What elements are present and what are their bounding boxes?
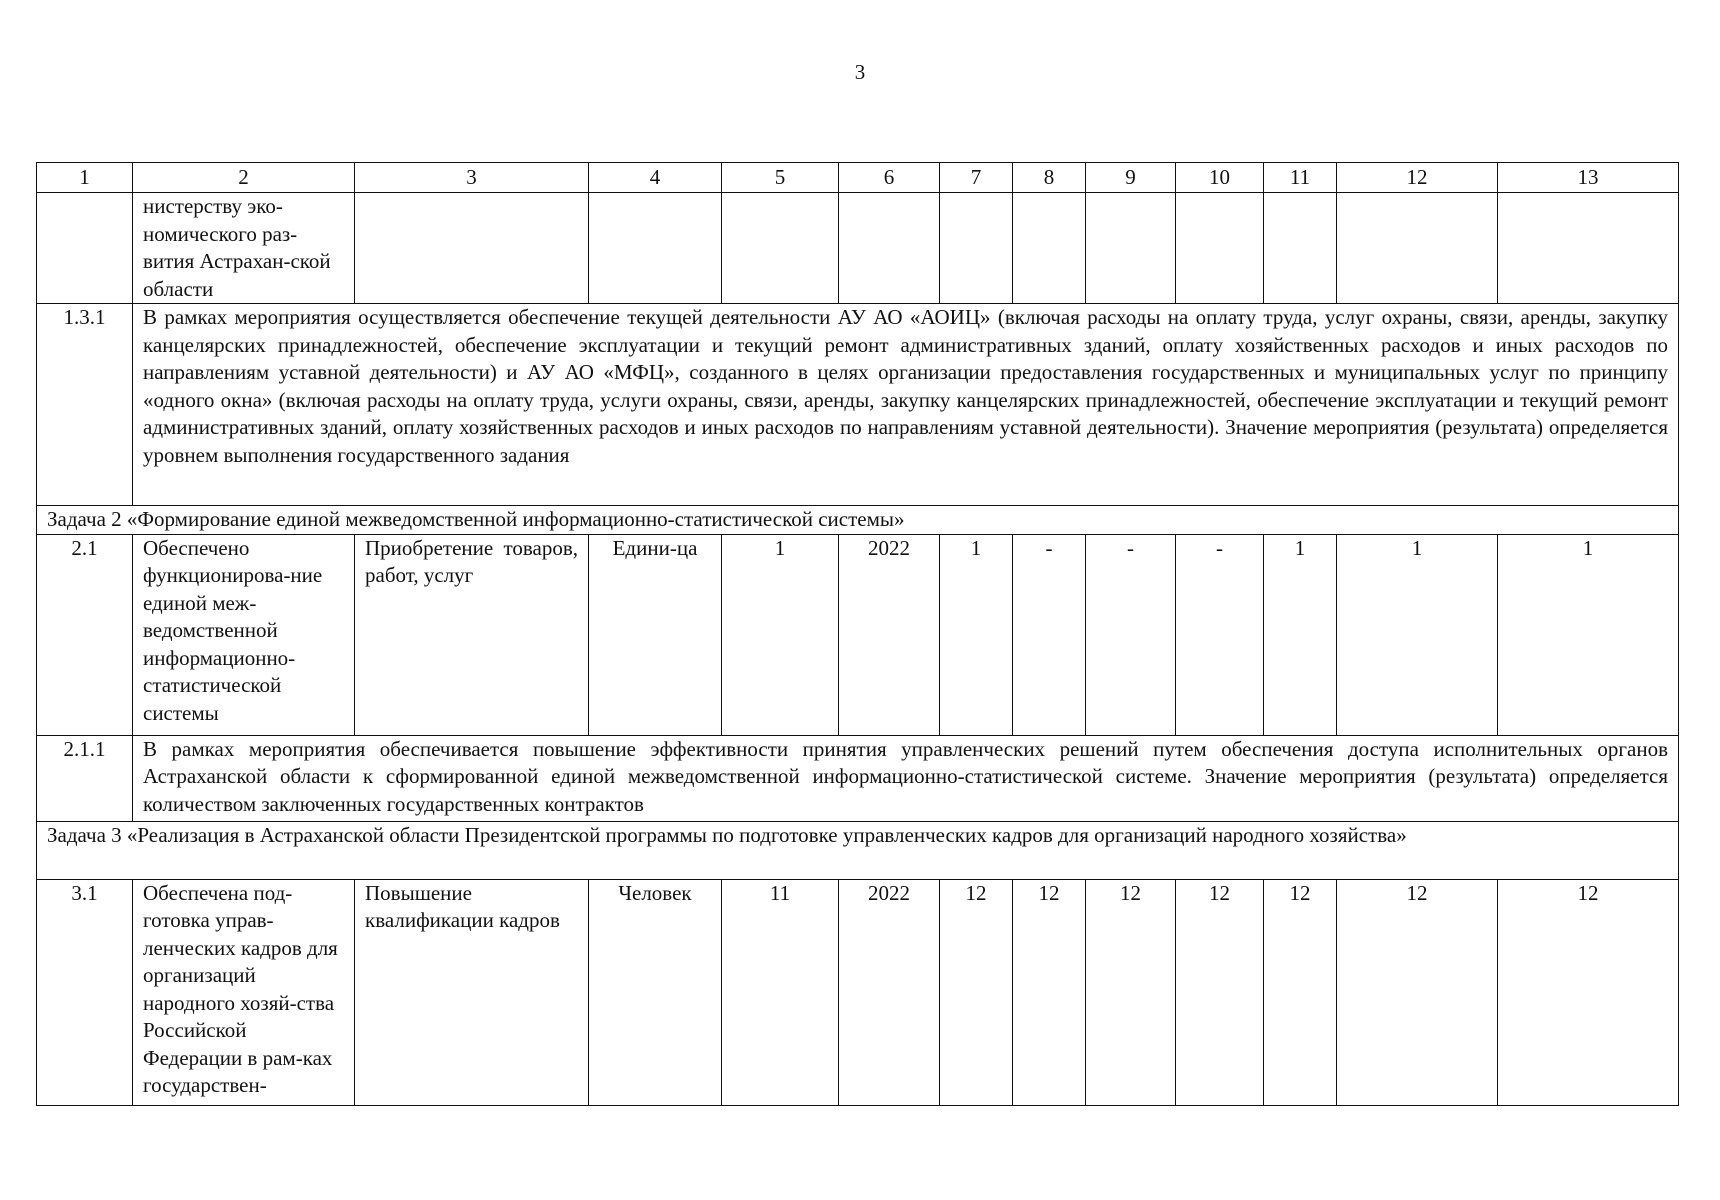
cell-description: В рамках мероприятия осуществляется обеспечение текущей деятельности АУ АО «АОИЦ» (включая расходы на оплату труда, услуг охраны, связи, аренды, закупку канцелярских принадлежностей, обеспечение эксплуатации и текущий ремонт административных зданий, оплату хозяйственных расходов и иных расходов по направлениям уставной деятельности) и АУ АО «МФЦ», созданного в целях организации предоставления государственных и муниципальных услуг по принципу «одного окна» (включая расходы на оплату труда, услуги охраны, связи, аренды, закупку канцелярских принадлежностей, обеспечение эксплуатации и текущий ремонт административных зданий, оплату хозяйственных расходов и иных расходов по направлениям уставной деятельности). Значение мероприятия (результата) определяется уровнем выполнения государственного задания	[133, 304, 1679, 506]
cell-empty	[1013, 193, 1086, 304]
cell-value: 1	[940, 534, 1013, 735]
table-row-task-3	[37, 821, 1679, 879]
cell-empty	[37, 193, 133, 304]
column-header: 9	[1086, 163, 1176, 193]
cell-empty	[1498, 193, 1679, 304]
column-number-row	[37, 163, 1679, 193]
cell-row-number: 2.1.1	[37, 735, 133, 821]
cell-value: 12	[1013, 879, 1086, 1105]
cell-name-continuation: нистерству эко-номического раз-вития Астрахан-ской области	[133, 193, 355, 304]
column-header: 6	[839, 163, 940, 193]
cell-empty	[1337, 193, 1498, 304]
cell-value: 1	[1337, 534, 1498, 735]
cell-value: 12	[1086, 879, 1176, 1105]
cell-empty	[940, 193, 1013, 304]
cell-description: В рамках мероприятия обеспечивается повышение эффективности принятия управленческих решений путем обеспечения доступа исполнительных органов Астраханской области к сформированной единой межведомственной информационно-статистической системе. Значение мероприятия (результата) определяется количеством заключенных государственных контрактов	[133, 735, 1679, 821]
column-header: 4	[589, 163, 722, 193]
cell-empty	[1264, 193, 1337, 304]
cell-row-number: 3.1	[37, 879, 133, 1105]
cell-unit: Человек	[589, 879, 722, 1105]
column-header: 12	[1337, 163, 1498, 193]
column-header: 11	[1264, 163, 1337, 193]
column-header: 8	[1013, 163, 1086, 193]
cell-value: 12	[1337, 879, 1498, 1105]
cell-value: 12	[1176, 879, 1264, 1105]
cell-indicator-name: Обеспечено функционирова-ние единой меж-ведомственной информационно-статистической системы	[133, 534, 355, 735]
column-header: 5	[722, 163, 839, 193]
cell-empty	[1176, 193, 1264, 304]
cell-value: -	[1176, 534, 1264, 735]
cell-value: 2022	[839, 534, 940, 735]
cell-unit: Едини-ца	[589, 534, 722, 735]
page-number: 3	[854, 60, 866, 84]
cell-value: 12	[1264, 879, 1337, 1105]
cell-row-number: 1.3.1	[37, 304, 133, 506]
cell-value: 11	[722, 879, 839, 1105]
column-header: 7	[940, 163, 1013, 193]
cell-value: 12	[1498, 879, 1679, 1105]
cell-empty	[589, 193, 722, 304]
table-row-2-1-1	[37, 735, 1679, 821]
column-header: 2	[133, 163, 355, 193]
cell-value: 1	[1498, 534, 1679, 735]
column-header: 1	[37, 163, 133, 193]
cell-row-number: 2.1	[37, 534, 133, 735]
column-header: 13	[1498, 163, 1679, 193]
targets-table	[36, 162, 1679, 1106]
task-heading: Задача 2 «Формирование единой межведомственной информационно-статистической системы»	[37, 506, 1679, 535]
cell-empty	[839, 193, 940, 304]
table-row-3-1	[37, 879, 1679, 1105]
table-row-1-3-1	[37, 304, 1679, 506]
cell-value: 1	[1264, 534, 1337, 735]
cell-result-type: Приобретение товаров, работ, услуг	[355, 534, 589, 735]
table-row-task-2	[37, 506, 1679, 535]
cell-value: -	[1086, 534, 1176, 735]
cell-indicator-name: Обеспечена под-готовка управ-ленческих кадров для организаций народного хозяй-ства Российской Федерации в рам-ках государствен-	[133, 879, 355, 1105]
cell-value: 1	[722, 534, 839, 735]
cell-value: 12	[940, 879, 1013, 1105]
cell-result-type: Повышение квалификации кадров	[355, 879, 589, 1105]
column-header: 3	[355, 163, 589, 193]
cell-empty	[1086, 193, 1176, 304]
column-header: 10	[1176, 163, 1264, 193]
table-row-2-1	[37, 534, 1679, 735]
task-heading: Задача 3 «Реализация в Астраханской области Президентской программы по подготовке управленческих кадров для организаций народного хозяйства»	[37, 821, 1679, 879]
table-row-continuation	[37, 193, 1679, 304]
cell-empty	[355, 193, 589, 304]
cell-value: 2022	[839, 879, 940, 1105]
cell-value: -	[1013, 534, 1086, 735]
cell-empty	[722, 193, 839, 304]
